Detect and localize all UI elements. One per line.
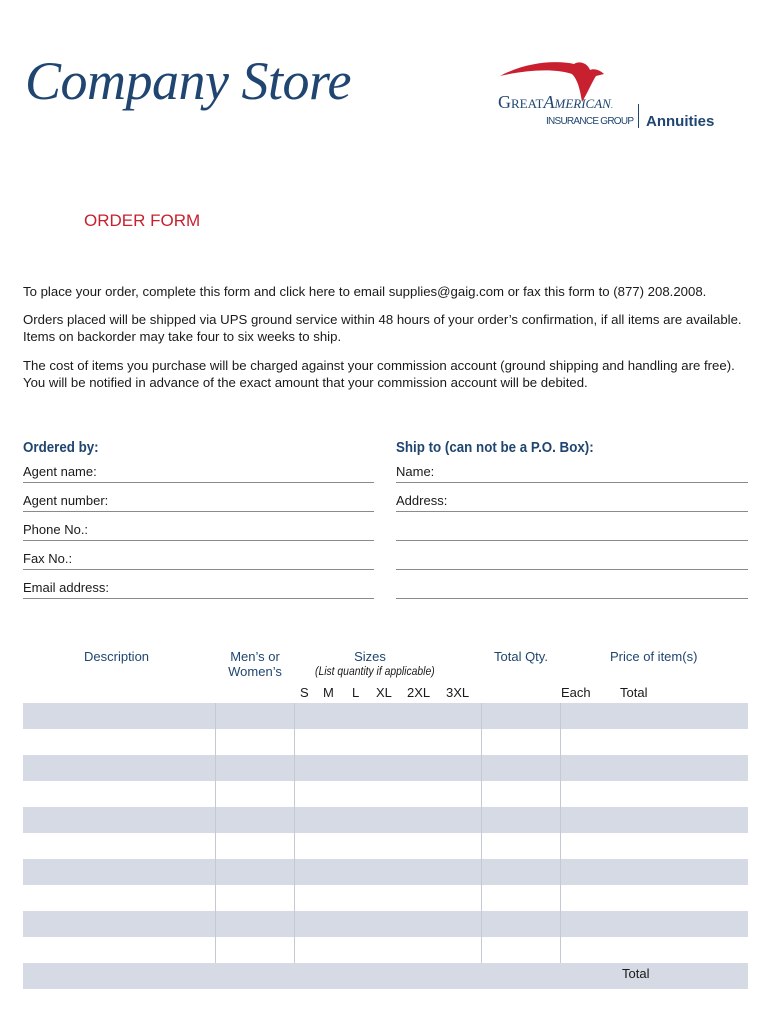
order-items-table [23,703,748,963]
page-title: Company Store [25,51,351,111]
size-2xl: 2XL [407,685,431,700]
table-row[interactable] [23,807,748,833]
col-gender-line2: Women’s [228,664,282,679]
agent-number-field[interactable]: Agent number: [23,491,374,512]
ship-name-field[interactable]: Name: [396,462,748,483]
column-divider [560,703,561,963]
ordered-by-heading: Ordered by: [23,440,99,456]
company-logo [496,58,726,138]
price-each: Each [561,685,591,700]
svg-text:INSURANCE GROUP: INSURANCE GROUP [546,116,634,127]
column-divider [481,703,482,963]
ship-address-field[interactable]: Address: [396,491,748,512]
col-sizes-note: (List quantity if applicable) [315,666,435,678]
ship-address-line-2[interactable] [396,520,748,541]
ship-address-line-3[interactable] [396,549,748,570]
size-l: L [352,685,360,700]
col-price: Price of item(s) [610,649,698,664]
phone-field[interactable]: Phone No.: [23,520,374,541]
order-form-heading: ORDER FORM [84,211,201,230]
col-gender [210,649,300,679]
svg-text:Annuities: Annuities [646,113,715,130]
table-row[interactable] [23,755,748,781]
column-divider [294,703,295,963]
agent-name-field[interactable]: Agent name: [23,462,374,483]
email-field[interactable]: Email address: [23,578,374,599]
size-3xl: 3XL [446,685,470,700]
table-row[interactable] [23,703,748,729]
table-row[interactable] [23,859,748,885]
size-xl: XL [376,685,392,700]
grand-total-label: Total [622,966,650,981]
table-row[interactable] [23,781,748,807]
ship-address-line-4[interactable] [396,578,748,599]
instruction-billing: The cost of items you purchase will be charged against your commission account (ground shipping and handling are free). You will be notified in advance of the exact amount that your commission account will be debited. [23,358,735,390]
table-row[interactable] [23,729,748,755]
col-sizes: Sizes [354,649,386,664]
col-gender-line1: Men’s or [230,649,280,664]
table-row[interactable] [23,937,748,963]
col-total-qty: Total Qty. [494,649,548,664]
svg-text:GREATAMERICAN.: GREATAMERICAN. [498,92,613,112]
price-total: Total [620,685,648,700]
size-s: S [300,685,309,700]
ship-to-heading: Ship to (can not be a P.O. Box): [396,440,594,456]
column-divider [215,703,216,963]
table-row[interactable] [23,911,748,937]
table-row[interactable] [23,885,748,911]
instruction-order: To place your order, complete this form and click here to email supplies@gaig.com or fax this form to (877) 208.2008. [23,284,707,299]
table-row[interactable] [23,833,748,859]
instruction-shipping: Orders placed will be shipped via UPS ground service within 48 hours of your order’s confirmation, if all items are available. Items on backorder may take four to six weeks to ship. [23,312,742,344]
size-m: M [323,685,334,700]
fax-field[interactable]: Fax No.: [23,549,374,570]
col-description: Description [84,649,150,664]
